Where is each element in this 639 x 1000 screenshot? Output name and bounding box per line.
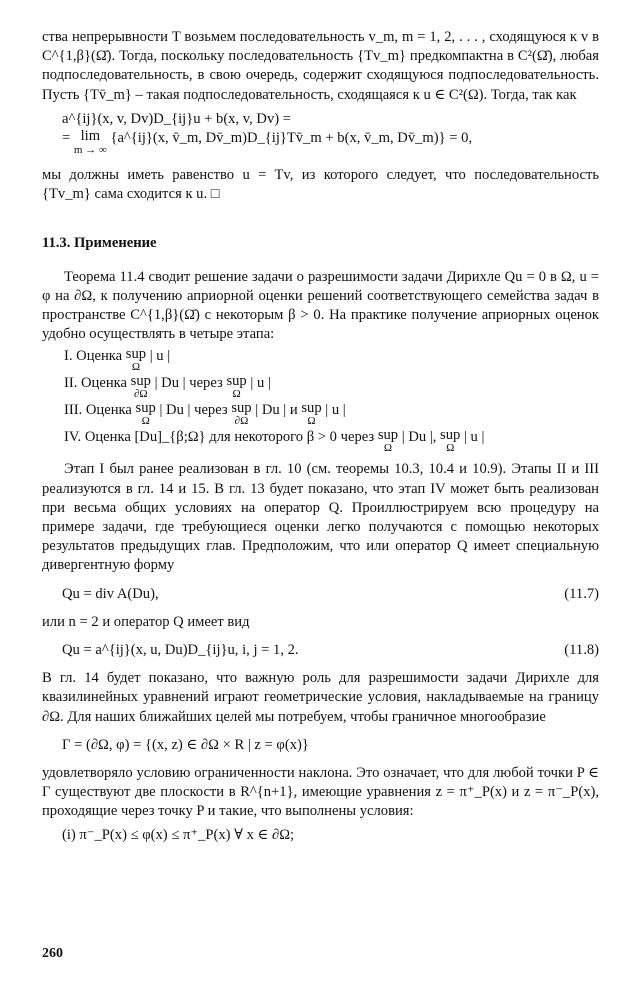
sup-omega <box>126 347 146 373</box>
slope-paragraph: удовлетворяло условию ограниченности наклона. Это означает, что для любой точки P ∈ Γ существуют две плоскости в R^{n+1}, имеющие уравнения z = π⁺_P(x) и z = π⁻_P(x), проходящие через точку P и такие, что выполнены условия: <box>42 765 599 820</box>
sup-boundary <box>131 374 151 400</box>
stage-1-label: I. Оценка <box>64 348 123 365</box>
equation-line-2 <box>62 129 599 156</box>
sup-text: sup <box>130 373 151 390</box>
lim-subscript: m → ∞ <box>73 144 107 157</box>
eq2-body: {a^{ij}(x, v̄_m, Dv̄_m)D_{ij}Tv̄_m + b(x, v̄_m, Dv̄_m)} = 0, <box>110 130 473 147</box>
sup-omega <box>136 401 156 427</box>
abs-u: | u | <box>149 348 171 365</box>
abs-Du: | Du | <box>159 402 191 419</box>
equation-number: (11.7) <box>564 585 599 602</box>
abs-u: | u | <box>463 429 485 446</box>
theorem-paragraph: Теорема 11.4 сводит решение задачи о разрешимости задачи Дирихле Qu = 0 в Ω, u = φ на ∂Ω, к получению априорной оценки решений соответствующего семейства задач в пространстве C^{1,β}(Ω̄) с некоторым β > 0. На практике получение априорных оценок удобно осуществлять в четыре этапа: <box>42 268 599 343</box>
sup-text: sup <box>135 400 156 417</box>
sup-text: sup <box>377 427 399 444</box>
stage-4-label: IV. Оценка [Du]_{β;Ω} для некоторого β > 0 через <box>64 429 375 446</box>
sub-text: ∂Ω <box>133 388 148 401</box>
sup-text: sup <box>440 427 461 444</box>
sup-omega <box>301 401 321 427</box>
limit-operator <box>74 129 107 156</box>
abs-u: | u | <box>325 402 346 419</box>
stage-2 <box>64 374 599 401</box>
sup-boundary <box>231 401 251 427</box>
page-number: 260 <box>42 946 63 961</box>
sup-omega <box>378 428 398 454</box>
gamma-equation: Γ = (∂Ω, φ) = {(x, z) ∈ ∂Ω × R | z = φ(x)} <box>62 736 309 753</box>
sub-text: Ω <box>383 442 393 455</box>
or-paragraph: или n = 2 и оператор Q имеет вид <box>42 613 250 630</box>
sub-text: Ω <box>131 361 141 374</box>
abs-Du: | Du |, <box>401 429 437 446</box>
boundary-paragraph: В гл. 14 будет показано, что важную роль для разрешимости задачи Дирихле для квазилинейных уравнений играют геометрические условия, накладываемые на границу ∂Ω. Для наших ближайших целей мы потребуем, чтобы граничное многообразие <box>42 670 599 725</box>
and-word: и <box>289 402 298 419</box>
sub-text: Ω <box>307 415 316 428</box>
lim-label: lim <box>80 128 101 145</box>
equation-number: (11.8) <box>564 642 599 659</box>
sub-text: Ω <box>232 388 241 401</box>
sup-omega <box>440 428 460 454</box>
sub-text: Ω <box>141 415 150 428</box>
abs-Du: | Du | <box>255 402 287 419</box>
conclusion-paragraph: мы должны иметь равенство u = Tv, из которого следует, что последовательность {Tv_m} сама сходится к u. □ <box>42 167 599 203</box>
through-word: через <box>189 375 223 392</box>
stage-3-label: III. Оценка <box>64 402 132 419</box>
sup-omega <box>226 374 246 400</box>
equation-text: Qu = div A(Du), <box>62 585 159 602</box>
equation-11-7 <box>62 585 599 604</box>
sup-text: sup <box>125 346 147 363</box>
abs-u: | u | <box>250 375 271 392</box>
eq2-prefix: = <box>62 130 71 147</box>
equation-11-8 <box>62 641 599 660</box>
sub-text: ∂Ω <box>234 415 249 428</box>
sup-text: sup <box>226 373 247 390</box>
stage-2-label: II. Оценка <box>64 375 127 392</box>
section-heading: 11.3. Применение <box>42 235 157 252</box>
stages-paragraph: Этап I был ранее реализован в гл. 10 (см. теоремы 10.3, 10.4 и 10.9). Этапы II и III реализуются в гл. 14 и 15. В гл. 13 будет показано, что этап IV может быть реализован при весьма общих условиях на оператор Q. Проиллюстрируем всю процедуру на примере задачи, где требующиеся оценки легко получаются с помощью некоторых результатов предыдущих глав. Предположим, что или оператор Q имеет специальную дивергентную форму <box>42 461 599 574</box>
sup-text: sup <box>301 400 322 417</box>
condition-i: (i) π⁻_P(x) ≤ φ(x) ≤ π⁺_P(x) ∀ x ∈ ∂Ω; <box>62 826 295 843</box>
through-word: через <box>194 402 228 419</box>
stage-1 <box>64 347 599 374</box>
stage-3 <box>64 401 599 428</box>
sub-text: Ω <box>446 442 455 455</box>
intro-paragraph: ства непрерывности T возьмем последовательность v_m, m = 1, 2, . . . , сходящуюся к v в C^{1,β}(Ω̄). Тогда, поскольку последовательность {Tv_m} предкомпактна в C²(Ω̄), любая подпоследовательность, в свою очередь, содержит сходящуюся подпоследовательность. Пусть {Tv̄_m} – такая подпоследовательность, сходящаяся к u ∈ C²(Ω). Тогда, так как <box>42 29 599 103</box>
stage-4 <box>64 428 599 460</box>
abs-Du: | Du | <box>154 375 186 392</box>
equation-line-1: a^{ij}(x, v, Dv)D_{ij}u + b(x, v, Dv) = <box>62 110 291 127</box>
sup-text: sup <box>231 400 252 417</box>
equation-text: Qu = a^{ij}(x, u, Du)D_{ij}u, i, j = 1, 2. <box>62 642 299 659</box>
